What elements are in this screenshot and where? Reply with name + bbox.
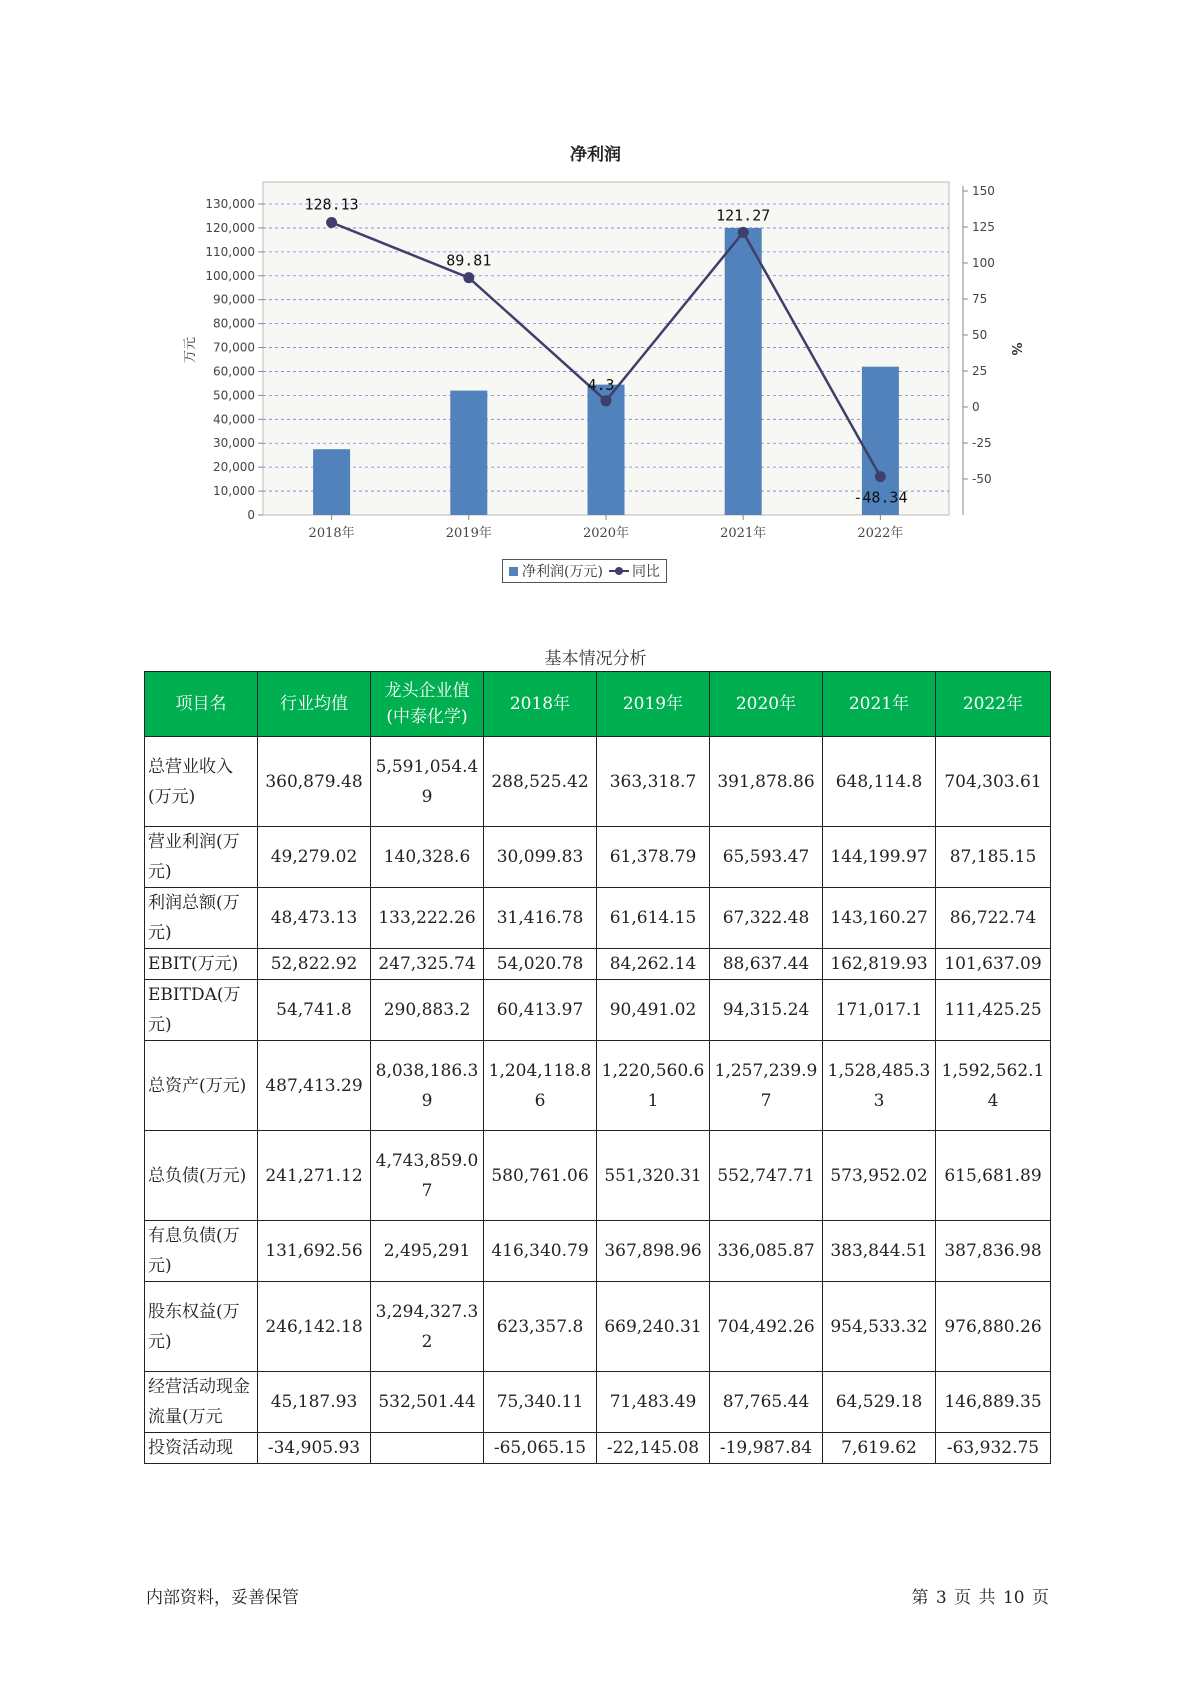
x-tick-label: 2022年 (857, 526, 904, 541)
yoy-point (463, 272, 474, 283)
legend-bar-label: 净利润(万元) (522, 564, 603, 580)
table-cell: 648,114.8 (823, 737, 936, 827)
y2-axis-label: % (1008, 342, 1023, 356)
table-cell: 288,525.42 (484, 737, 597, 827)
table-cell: 60,413.97 (484, 980, 597, 1041)
table-cell: 532,501.44 (371, 1372, 484, 1433)
y-tick-label: 20,000 (213, 460, 255, 475)
row-item-name: 总营业收入(万元) (145, 737, 258, 827)
table-row (145, 737, 1051, 827)
table-cell: 241,271.12 (258, 1131, 371, 1221)
table-cell: 162,819.93 (823, 949, 936, 980)
yoy-data-label: 121.27 (716, 206, 771, 225)
table-cell: 84,262.14 (597, 949, 710, 980)
table-caption: 基本情况分析 (544, 649, 647, 669)
table-cell: 111,425.25 (936, 980, 1051, 1041)
table-cell: 31,416.78 (484, 888, 597, 949)
table-cell: 704,303.61 (936, 737, 1051, 827)
header-2021: 2021年 (823, 672, 936, 737)
table-cell: 383,844.51 (823, 1221, 936, 1282)
table-cell: 336,085.87 (710, 1221, 823, 1282)
row-item-name: 营业利润(万元) (145, 827, 258, 888)
table-cell: 290,883.2 (371, 980, 484, 1041)
y-tick-label: 100,000 (205, 268, 255, 283)
table-cell: 367,898.96 (597, 1221, 710, 1282)
table-cell: 64,529.18 (823, 1372, 936, 1433)
table-cell: 54,741.8 (258, 980, 371, 1041)
y-tick-label: 30,000 (213, 436, 255, 451)
table-cell: 360,879.48 (258, 737, 371, 827)
table-cell: 101,637.09 (936, 949, 1051, 980)
y2-tick-label: 0 (972, 400, 980, 414)
basic-analysis-table (144, 671, 1051, 1464)
table-row (145, 1041, 1051, 1131)
table-cell: 5,591,054.49 (371, 737, 484, 827)
table-cell: 133,222.26 (371, 888, 484, 949)
table-cell: 90,491.02 (597, 980, 710, 1041)
yoy-data-label: 128.13 (304, 195, 359, 214)
table-row (145, 1433, 1051, 1464)
table-cell: -34,905.93 (258, 1433, 371, 1464)
table-cell: 552,747.71 (710, 1131, 823, 1221)
bar-2018年 (313, 449, 350, 515)
table-cell: 416,340.79 (484, 1221, 597, 1282)
y2-tick-label: 75 (972, 292, 988, 306)
header-2020: 2020年 (710, 672, 823, 737)
table-cell: 75,340.11 (484, 1372, 597, 1433)
row-item-name: EBIT(万元) (145, 949, 258, 980)
table-cell: 52,822.92 (258, 949, 371, 980)
y-tick-label: 130,000 (205, 197, 255, 211)
yoy-point (601, 395, 612, 406)
y-tick-label: 50,000 (213, 388, 255, 403)
y-axis-label: 万元 (183, 336, 198, 364)
table-cell: -65,065.15 (484, 1433, 597, 1464)
table-cell: 65,593.47 (710, 827, 823, 888)
x-tick-label: 2021年 (720, 526, 767, 541)
row-item-name: 利润总额(万元) (145, 888, 258, 949)
table-cell: 144,199.97 (823, 827, 936, 888)
table-row (145, 827, 1051, 888)
bar-2021年 (725, 228, 762, 515)
yoy-point (738, 227, 749, 238)
table-cell: 954,533.32 (823, 1282, 936, 1372)
y-tick-label: 70,000 (213, 340, 255, 355)
table-cell: 573,952.02 (823, 1131, 936, 1221)
header-2022: 2022年 (936, 672, 1051, 737)
table-cell: 8,038,186.39 (371, 1041, 484, 1131)
table-cell: 131,692.56 (258, 1221, 371, 1282)
table-cell (371, 1433, 484, 1464)
chart-canvas (0, 0, 1191, 600)
table-cell: 2,495,291 (371, 1221, 484, 1282)
table-cell: 94,315.24 (710, 980, 823, 1041)
table-cell: 1,257,239.97 (710, 1041, 823, 1131)
table-cell: 48,473.13 (258, 888, 371, 949)
table-cell: 45,187.93 (258, 1372, 371, 1433)
table-cell: 61,614.15 (597, 888, 710, 949)
table-cell: 247,325.74 (371, 949, 484, 980)
y2-tick-label: 125 (972, 220, 995, 234)
row-item-name: 有息负债(万元) (145, 1221, 258, 1282)
table-cell: 143,160.27 (823, 888, 936, 949)
row-item-name: 投资活动现 (145, 1433, 258, 1464)
table-cell: 3,294,327.32 (371, 1282, 484, 1372)
x-tick-label: 2019年 (445, 526, 492, 541)
table-row (145, 980, 1051, 1041)
table-cell: 976,880.26 (936, 1282, 1051, 1372)
table-cell: 71,483.49 (597, 1372, 710, 1433)
table-cell: 615,681.89 (936, 1131, 1051, 1221)
x-tick-label: 2020年 (582, 526, 630, 541)
table-cell: -19,987.84 (710, 1433, 823, 1464)
table-cell: 49,279.02 (258, 827, 371, 888)
table-row (145, 1282, 1051, 1372)
table-cell: 387,836.98 (936, 1221, 1051, 1282)
yoy-data-label: 4.3 (587, 375, 615, 394)
legend-line-label: 同比 (631, 564, 660, 580)
table-cell: 87,765.44 (710, 1372, 823, 1433)
table-cell: 7,619.62 (823, 1433, 936, 1464)
table-cell: 580,761.06 (484, 1131, 597, 1221)
y-tick-label: 80,000 (213, 316, 255, 331)
table-header-row (145, 672, 1051, 737)
y-tick-label: 120,000 (205, 220, 255, 235)
table-cell: 623,357.8 (484, 1282, 597, 1372)
table-cell: 140,328.6 (371, 827, 484, 888)
footer-page-number: 第 3 页 共 10 页 (911, 1588, 1049, 1608)
table-cell: 391,878.86 (710, 737, 823, 827)
y-tick-label: 0 (247, 508, 255, 522)
table-cell: 54,020.78 (484, 949, 597, 980)
row-item-name: 总资产(万元) (145, 1041, 258, 1131)
footer-confidential: 内部资料，妥善保管 (146, 1588, 299, 1608)
header-leader: 龙头企业值(中泰化学) (371, 672, 484, 737)
y2-tick-label: 25 (972, 364, 988, 378)
y2-tick-label: -25 (972, 436, 992, 450)
table-row (145, 888, 1051, 949)
table-cell: 1,528,485.33 (823, 1041, 936, 1131)
header-industry-avg: 行业均值 (258, 672, 371, 737)
row-item-name: 股东权益(万元) (145, 1282, 258, 1372)
y2-tick-label: 150 (972, 184, 995, 198)
table-cell: 87,185.15 (936, 827, 1051, 888)
table-cell: 171,017.1 (823, 980, 936, 1041)
table-row (145, 1131, 1051, 1221)
table-cell: 487,413.29 (258, 1041, 371, 1131)
y2-tick-label: 50 (972, 328, 988, 342)
chart-title: 净利润 (570, 145, 621, 165)
table-row (145, 1221, 1051, 1282)
header-2018: 2018年 (484, 672, 597, 737)
table-cell: 363,318.7 (597, 737, 710, 827)
table-cell: 86,722.74 (936, 888, 1051, 949)
header-2019: 2019年 (597, 672, 710, 737)
table-cell: 246,142.18 (258, 1282, 371, 1372)
bar-2019年 (450, 391, 487, 515)
table-cell: 88,637.44 (710, 949, 823, 980)
y-tick-label: 10,000 (213, 484, 255, 499)
table-cell: 1,220,560.61 (597, 1041, 710, 1131)
row-item-name: 经营活动现金流量(万元 (145, 1372, 258, 1433)
legend-line-swatch (609, 566, 629, 576)
table-cell: 4,743,859.07 (371, 1131, 484, 1221)
x-tick-label: 2018年 (308, 526, 355, 541)
y-tick-label: 60,000 (213, 364, 255, 379)
yoy-data-label: 89.81 (446, 251, 492, 270)
header-item: 项目名 (145, 672, 258, 737)
table-cell: 1,592,562.14 (936, 1041, 1051, 1131)
y2-tick-label: 100 (972, 256, 995, 270)
row-item-name: 总负债(万元) (145, 1131, 258, 1221)
y-tick-label: 90,000 (213, 292, 255, 307)
table-row (145, 949, 1051, 980)
legend-bar-swatch (509, 567, 518, 576)
table-body (145, 737, 1051, 1464)
yoy-point (875, 471, 886, 482)
yoy-data-label: -48.34 (853, 488, 908, 507)
y-tick-label: 110,000 (205, 244, 255, 259)
row-item-name: EBITDA(万元) (145, 980, 258, 1041)
table-cell: 669,240.31 (597, 1282, 710, 1372)
table-cell: 67,322.48 (710, 888, 823, 949)
table-cell: 1,204,118.86 (484, 1041, 597, 1131)
table-cell: -22,145.08 (597, 1433, 710, 1464)
y2-tick-label: -50 (972, 472, 992, 486)
y-tick-label: 40,000 (213, 412, 255, 427)
net-profit-chart (0, 0, 1191, 600)
chart-legend (502, 559, 667, 583)
yoy-point (326, 217, 337, 228)
table-row (145, 1372, 1051, 1433)
table-cell: -63,932.75 (936, 1433, 1051, 1464)
table-cell: 551,320.31 (597, 1131, 710, 1221)
table-cell: 30,099.83 (484, 827, 597, 888)
table-cell: 146,889.35 (936, 1372, 1051, 1433)
table-cell: 704,492.26 (710, 1282, 823, 1372)
table-cell: 61,378.79 (597, 827, 710, 888)
